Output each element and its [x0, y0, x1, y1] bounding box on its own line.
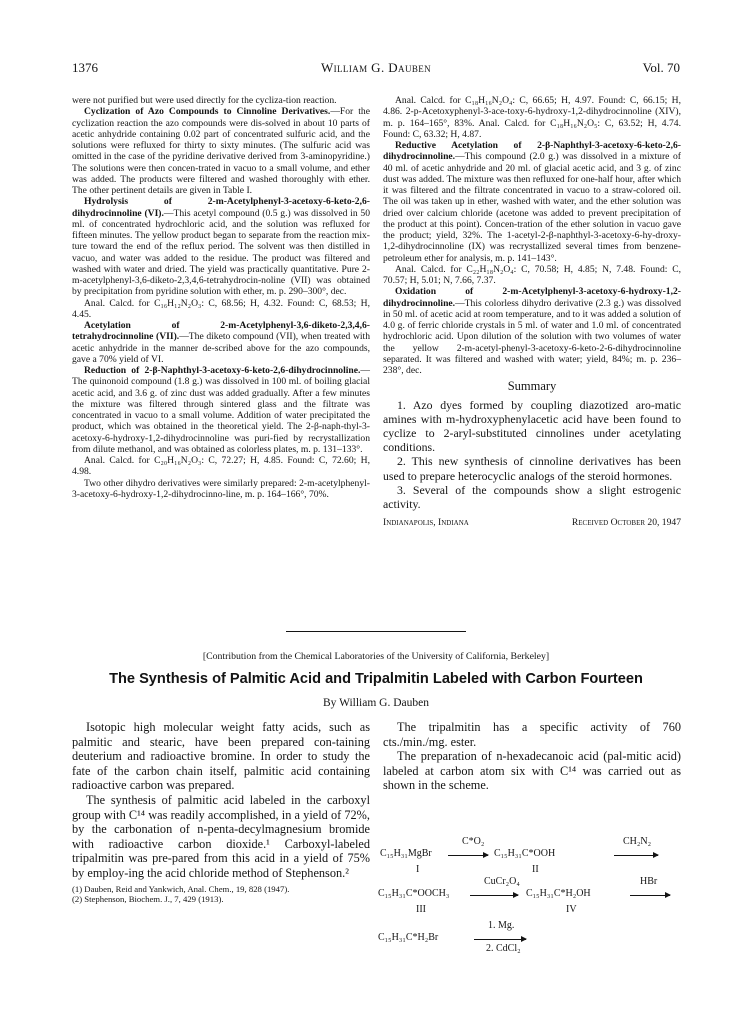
- scheme-compound-3: C₁₅H₃₁C*OOCH₃: [378, 888, 450, 899]
- scheme-compound-5: C₁₅H₃₁C*H₂Br: [378, 932, 439, 943]
- running-title: William G. Dauben: [320, 60, 432, 75]
- footnote: (2) Stephenson, Biochem. J., 7, 429 (1913).: [72, 894, 224, 905]
- received-date: Received October 20, 1947: [571, 517, 681, 529]
- scheme-arrow: [470, 895, 518, 896]
- paragraph: 1. Azo dyes formed by coupling diazotized aro-matic amines with m-hydroxyphenylacetic acid have been found to cyclize to 2-aryl-substituted cinnolines under acetylating conditions.: [383, 397, 681, 455]
- analysis-line: Anal. Calcd. for C₂₀H₁₆N₂O₃: C, 72.27; H, 4.85. Found: C, 72.60; H, 4.98.: [72, 455, 370, 478]
- scheme-label: IV: [566, 904, 577, 915]
- paragraph: [72, 320, 370, 365]
- analysis-line: Anal. Calcd. for C₂₂H₁₈N₂O₄: C, 70.58; H, 4.85; N, 7.48. Found: C, 70.57; H, 5.01; N, 7.66, 7.37.: [383, 263, 681, 286]
- paragraph-text: —For the cyclization reaction the azo compounds were dis-solved in about 10 parts of acetic anhydride containing 0.02 part of concentrated sulfuric acid, and the solutions were refluxed for thirty to sixty minutes. (The sulfuric acid was omitted in the case of the pyridine derivative derived from 3-aminopyridine.) The solutions were then concen-trated in vacuo to a small volume, and ether was added. The products were filtered and washed thoroughly with ether. The other pertinent details are given in Table I.: [72, 106, 370, 196]
- volume-label: Vol. 70: [642, 60, 680, 75]
- paragraph-text: —This colorless dihydro derivative (2.3 g.) was dissolved in 50 ml. of acetic acid at room temperature, and to it was added a solution of 4.0 g. of ferric chloride crystals in 5 ml. of water and 1.0 ml. of concentrated hydrochloric acid. Upon dilution of the solution with two volumes of water the yellow 2-m-acetyl-phenyl-3-acetoxy-6-keto-2-6-dihydrocinnoline separated. It was filtered and washed with water; yield, 84%; m. p. 236–238°, dec.: [383, 297, 681, 376]
- paragraph: The tripalmitin has a specific activity of 760 cts./min./mg. ester.: [383, 720, 681, 749]
- reaction-scheme: [378, 836, 678, 954]
- paragraph-text: —This acetyl compound (0.5 g.) was dissolved in 50 ml. of concentrated hydrochloric acid, and the solution was refluxed for fifteen minutes. The yellow product began to separate from the reaction mix-ture toward the end of the reflux period. The solvent was then distilled in vacuo, and water was added to the residue. The product was filtered and washed with water and dried. The yield was practically quantitative. Pure 2-m-acetylphenyl-3,6-diketo-2,3,4,6-tetrahydrocin-noline (VII) was obtained by precipitation from pyridine solution with ether, m. p. 290–300°, dec.: [72, 207, 370, 298]
- paragraph-heading: Oxidation of 2-m-Acetylphenyl-3-acetoxy-6-hydroxy-1,2-dihydrocinnoline.: [383, 286, 681, 309]
- scheme-compound-1: C₁₅H₃₁MgBr: [380, 848, 432, 859]
- scheme-arrow: [614, 855, 658, 856]
- paragraph: Isotopic high molecular weight fatty acids, such as palmitic and stearic, have been prepared con-taining deuterium and radioactive bromine. In order to study the fate of the carbon chain itself, palmitic acid containing radioactive carbon was prepared.: [72, 720, 370, 793]
- analysis-line: Anal. Calcd. for C₁₈H₁₆N₂O₄: C, 66.65; H, 4.97. Found: C, 66.15; H, 4.86. 2-p-Acetoxyphenyl-3-ace-toxy-6-hydroxy-1,2-dihydrocinnoline (XIV), m. p. 164–165°, 83%. Anal. Calcd. for C₁₈H₁₆N₂O₅: C, 63.52; H, 4.74. Found: C, 63.32; H, 4.87.: [383, 95, 681, 140]
- paragraph: 2. This new synthesis of cinnoline derivatives has been used to prepare heterocyclic analogs of the steroid hormones.: [383, 454, 681, 483]
- page-number: 1376: [72, 60, 98, 75]
- right-column-experimental: [383, 95, 681, 528]
- scheme-reagent: CuCr₂O₄: [484, 876, 520, 887]
- paragraph-text: —This compound (2.0 g.) was dissolved in a mixture of 40 ml. of acetic anhydride and 20 ml. of glacial acetic acid, and 3 g. of zinc dust was added. The mixture was then refluxed for one-half hour, after which it was filtered and the filtrate concentrated in vacuo to a straw-colored oil. The oil was taken up in ether, washed with water, and the ether solution was dried over calcium chloride (acetone was added to prevent precipitation of the product at this point). Concen-tration of the ether solution in vacuo gave the product; yield, 32%. The 1-acetyl-2-β-naphthyl-3-acetoxy-6-hy-droxy-1,2-dihydrocinnoline (IX) was recrystallized several times from benzene-petroleum ether for analysis, m. p. 141–143°.: [383, 151, 681, 264]
- scheme-label: I: [416, 864, 420, 875]
- right-column-article: [383, 720, 681, 793]
- paragraph-heading: Reductive Acetylation of 2-β-Naphthyl-3-acetoxy-6-keto-2,6-dihydrocinnoline.: [383, 140, 681, 163]
- paragraph: [383, 140, 681, 264]
- scheme-reagent: CH₂N₂: [623, 836, 652, 847]
- scheme-compound-4: C₁₅H₃₁C*H₂OH: [526, 888, 591, 899]
- paragraph-heading: Hydrolysis of 2-m-Acetylphenyl-3-acetoxy-6-keto-2,6-dihydrocinnoline (VI).: [72, 196, 370, 219]
- contribution-note: [Contribution from the Chemical Laboratories of the University of California, Berkeley]: [202, 651, 550, 662]
- footnotes: [72, 884, 370, 905]
- paragraph: Two other dihydro derivatives were similarly prepared: 2-m-acetylphenyl-3-acetoxy-6-hydroxy-1,2-dihydrocinno-line, m. p. 164–166°, 70%.: [72, 477, 370, 500]
- scheme-label: III: [416, 904, 426, 915]
- section-divider: [286, 631, 466, 632]
- scheme-arrow: [474, 939, 526, 940]
- scheme-reagent: HBr: [640, 876, 658, 887]
- paragraph: [72, 106, 370, 196]
- paragraph: [72, 365, 370, 455]
- scheme-arrow: [448, 855, 488, 856]
- left-column-article: [72, 720, 370, 905]
- scheme-compound-2: C₁₅H₃₁C*OOH: [494, 848, 556, 859]
- article-byline: By William G. Dauben: [322, 697, 429, 709]
- paragraph: 3. Several of the compounds show a slight estrogenic activity.: [383, 482, 681, 511]
- scheme-reagent: C*O₂: [462, 836, 485, 847]
- scheme-arrow: [630, 895, 670, 896]
- paragraph: The preparation of n-hexadecanoic acid (pal-mitic acid) labeled at carbon atom six with C¹⁴ was carried out as shown in the scheme.: [383, 749, 681, 793]
- paragraph-heading: Reduction of 2-β-Naphthyl-3-acetoxy-6-keto-2,6-dihydrocinnoline.: [84, 365, 361, 376]
- analysis-line: Anal. Calcd. for C₁₆H₁₂N₂O₃: C, 68.56; H, 4.32. Found: C, 68.53; H, 4.45.: [72, 297, 370, 320]
- paragraph: [383, 286, 681, 376]
- paragraph: The synthesis of palmitic acid labeled in the carboxyl group with C¹⁴ was readily accomplished, in a yield of 72%, by the carbonation of n-penta-decylmagnesium bromide with radioactive carbon dioxide.¹ Carboxyl-labeled tripalmitin was pre-pared from this acid in a yield of 75% by employ-ing the acid chloride method of Stephenson.²: [72, 792, 370, 880]
- scheme-reagent: 2. CdCl₂: [486, 943, 521, 954]
- page-header: [72, 60, 680, 78]
- left-column-experimental: [72, 95, 370, 500]
- summary-section: [383, 381, 681, 528]
- paragraph-heading: Cyclization of Azo Compounds to Cinnoline Derivatives.: [84, 106, 331, 118]
- paragraph-heading: Acetylation of 2-m-Acetylphenyl-3,6-diketo-2,3,4,6-tetrahydrocinnoline (VII).: [72, 320, 370, 343]
- scheme-reagent: 1. Mg.: [488, 920, 515, 931]
- scheme-label: II: [532, 864, 539, 875]
- article-title: The Synthesis of Palmitic Acid and Tripalmitin Labeled with Carbon Fourteen: [109, 671, 643, 687]
- paragraph-text: —The quinonoid compound (1.8 g.) was dissolved in 100 ml. of boiling glacial acetic acid, and 3.6 g. of zinc dust was added gradually. After a few minutes the mixture was filtered through sintered glass and the filtrate was concentrated in vacuo to a small volume. Addition of water precipitated the product, which was obtained in the theoretical yield. The 2-β-naph-thyl-3-acetoxy-6-hydroxy-1,2-dihydrocinnoline was puri-fied by recrystallization from dilute methanol, and was obtained as colorless plates, m. p. 131–133°.: [72, 365, 370, 455]
- author-location: Indianapolis, Indiana: [383, 517, 469, 529]
- summary-heading: Summary: [507, 379, 557, 394]
- paragraph: were not purified but were used directly for the cycliza-tion reaction.: [72, 95, 337, 106]
- paragraph: [72, 196, 370, 297]
- signature-line: [383, 517, 681, 528]
- footnote: (1) Dauben, Reid and Yankwich, Anal. Chem., 19, 828 (1947).: [72, 883, 290, 894]
- paragraph-text: —The diketo compound (VII), when treated with acetic anhydride in the manner de-scribed above for the azo compounds, gave a 70% yield of VI.: [72, 331, 371, 365]
